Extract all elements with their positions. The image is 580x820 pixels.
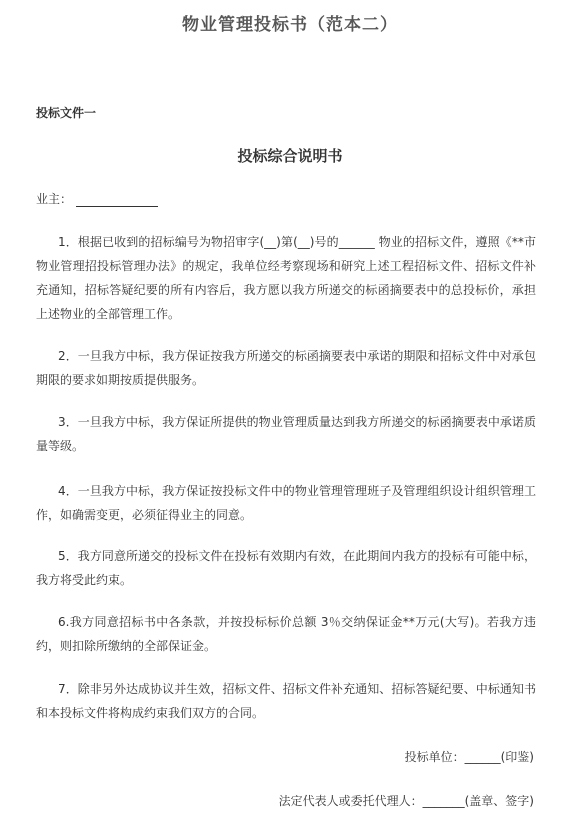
paragraph-2: 2．一旦我方中标，我方保证按我方所递交的标函摘要表中承诺的期限和招标文件中对承包期限的要求如期按质提供服务。 [36, 349, 536, 387]
owner-label: 业主： [36, 192, 73, 206]
representative-signature-line: 法定代表人或委托代理人：_______(盖章、签字) [278, 794, 534, 808]
document-subtitle: 投标综合说明书 [237, 147, 343, 165]
owner-line [36, 190, 158, 207]
owner-blank-underline [76, 194, 158, 207]
paragraph-5: 5．我方同意所递交的投标文件在投标有效期内有效，在此期间内我方的投标有可能中标，我方将受此约束。 [36, 549, 536, 587]
document-section-label: 投标文件一 [36, 106, 97, 120]
paragraph-7: 7．除非另外达成协议并生效，招标文件、招标文件补充通知、招标答疑纪要、中标通知书和本投标文件将构成约束我们双方的合同。 [36, 682, 536, 720]
paragraph-1: 1．根据已收到的招标编号为物招审字(__)第(__)号的______ 物业的招标文件，遵照《**市物业管理招投标管理办法》的规定，我单位经考察现场和研究上述工程招标文件、招标文件补充通知，招标答疑纪要的所有内容后，我方愿以我方所递交的标函摘要表中的总投标价，承担上述物业的全部管理工作。 [36, 235, 536, 321]
document-title: 物业管理投标书（范本二） [182, 15, 398, 35]
paragraph-6: 6.我方同意招标书中各条款，并按投标标价总额 3％交纳保证金**万元(大写)。若我方违约，则扣除所缴纳的全部保证金。 [36, 615, 536, 653]
bidder-signature-line: 投标单位：______(印鉴) [404, 750, 534, 764]
paragraph-4: 4．一旦我方中标，我方保证按投标文件中的物业管理管理班子及管理组织设计组织管理工作，如确需变更，必须征得业主的同意。 [36, 484, 536, 522]
paragraph-3: 3．一旦我方中标，我方保证所提供的物业管理质量达到我方所递交的标函摘要表中承诺质量等级。 [36, 415, 536, 453]
